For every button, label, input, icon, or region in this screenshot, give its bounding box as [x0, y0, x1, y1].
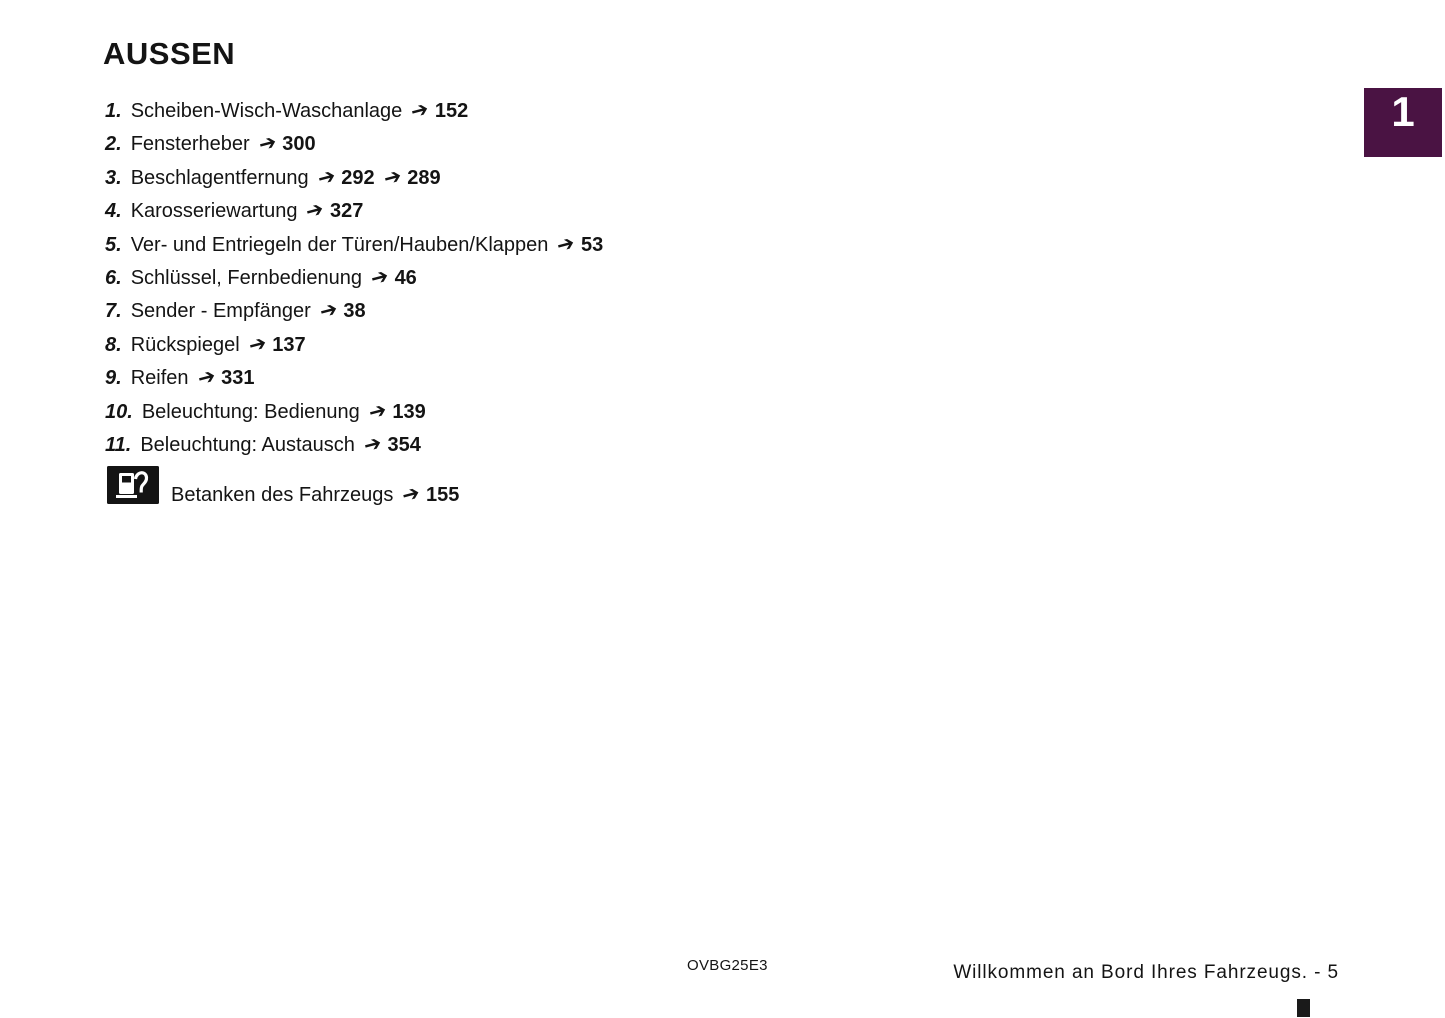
list-item: [105, 228, 603, 261]
page-title: AUSSEN: [103, 36, 236, 71]
item-label: Beschlagentfernung: [130, 166, 309, 189]
arrow-icon: ➔: [365, 396, 390, 425]
document-code: OVBG25E3: [687, 957, 768, 974]
item-label: Beleuchtung: Austausch: [140, 433, 355, 456]
fuel-refs: [393, 480, 460, 508]
page-ref: 292: [341, 166, 375, 189]
section-tab: [1364, 88, 1442, 157]
arrow-icon: ➔: [380, 162, 404, 191]
page-ref: 354: [387, 433, 421, 456]
arrow-icon: ➔: [360, 430, 385, 458]
item-label: Rückspiegel: [130, 333, 240, 356]
list-item: [105, 294, 603, 327]
item-label: Fensterheber: [130, 133, 250, 156]
page-ref: 300: [282, 133, 316, 156]
list-item: [105, 428, 603, 461]
item-number: 2.: [105, 133, 122, 156]
list-item: [105, 395, 603, 428]
item-number: 8.: [105, 333, 122, 356]
arrow-icon: ➔: [245, 329, 269, 358]
item-number: 11.: [105, 433, 132, 456]
list-item: [105, 127, 603, 160]
page-ref: 38: [343, 300, 366, 323]
item-number: 10.: [105, 400, 133, 423]
fuel-pump-icon: [107, 466, 159, 504]
arrow-icon: ➔: [194, 363, 218, 392]
item-label: Ver- und Entriegeln der Türen/Hauben/Klappen: [130, 233, 549, 256]
page-ref: 137: [272, 333, 306, 356]
item-number: 7.: [105, 300, 122, 323]
section-tab-number: 1: [1391, 88, 1415, 135]
list-item: [105, 161, 603, 194]
list-item: [105, 261, 603, 294]
arrow-icon: ➔: [554, 229, 578, 258]
page-ref: 53: [581, 233, 604, 256]
fuel-row: [107, 466, 460, 508]
footer-caption: Willkommen an Bord Ihres Fahrzeugs. - 5: [953, 962, 1339, 983]
arrow-icon: ➔: [303, 196, 327, 225]
page-ref: 46: [394, 266, 417, 289]
arrow-icon: ➔: [408, 96, 432, 124]
fuel-label: Betanken des Fahrzeugs: [171, 484, 394, 506]
aussen-list: [105, 94, 603, 461]
item-label: Beleuchtung: Bedienung: [141, 400, 360, 423]
item-label: Reifen: [130, 367, 189, 390]
page-ref: 327: [330, 200, 364, 223]
page-ref: 289: [407, 166, 441, 189]
fuel-line: [171, 482, 459, 507]
page-ref: 331: [221, 367, 255, 390]
page-ref: 139: [392, 400, 426, 423]
list-item: [105, 361, 603, 394]
item-number: 5.: [105, 233, 122, 256]
page-ref: 155: [425, 484, 460, 506]
item-number: 9.: [105, 367, 122, 390]
item-number: 1.: [105, 100, 122, 122]
list-item: [105, 94, 603, 127]
item-number: 6.: [105, 266, 122, 289]
list-item: [105, 194, 603, 227]
page-end-marker: [1297, 999, 1310, 1017]
arrow-icon: ➔: [314, 162, 338, 191]
list-item: [105, 328, 603, 361]
arrow-icon: ➔: [367, 263, 392, 291]
item-label: Scheiben-Wisch-Waschanlage: [130, 100, 403, 122]
arrow-icon: ➔: [316, 296, 341, 325]
arrow-icon: ➔: [399, 480, 423, 508]
item-label: Karosseriewartung: [130, 200, 298, 223]
item-number: 4.: [105, 200, 122, 223]
item-number: 3.: [105, 166, 122, 189]
item-label: Sender - Empfänger: [130, 300, 311, 323]
item-label: Schlüssel, Fernbedienung: [130, 266, 362, 289]
page-ref: 152: [434, 100, 469, 122]
arrow-icon: ➔: [255, 129, 279, 158]
